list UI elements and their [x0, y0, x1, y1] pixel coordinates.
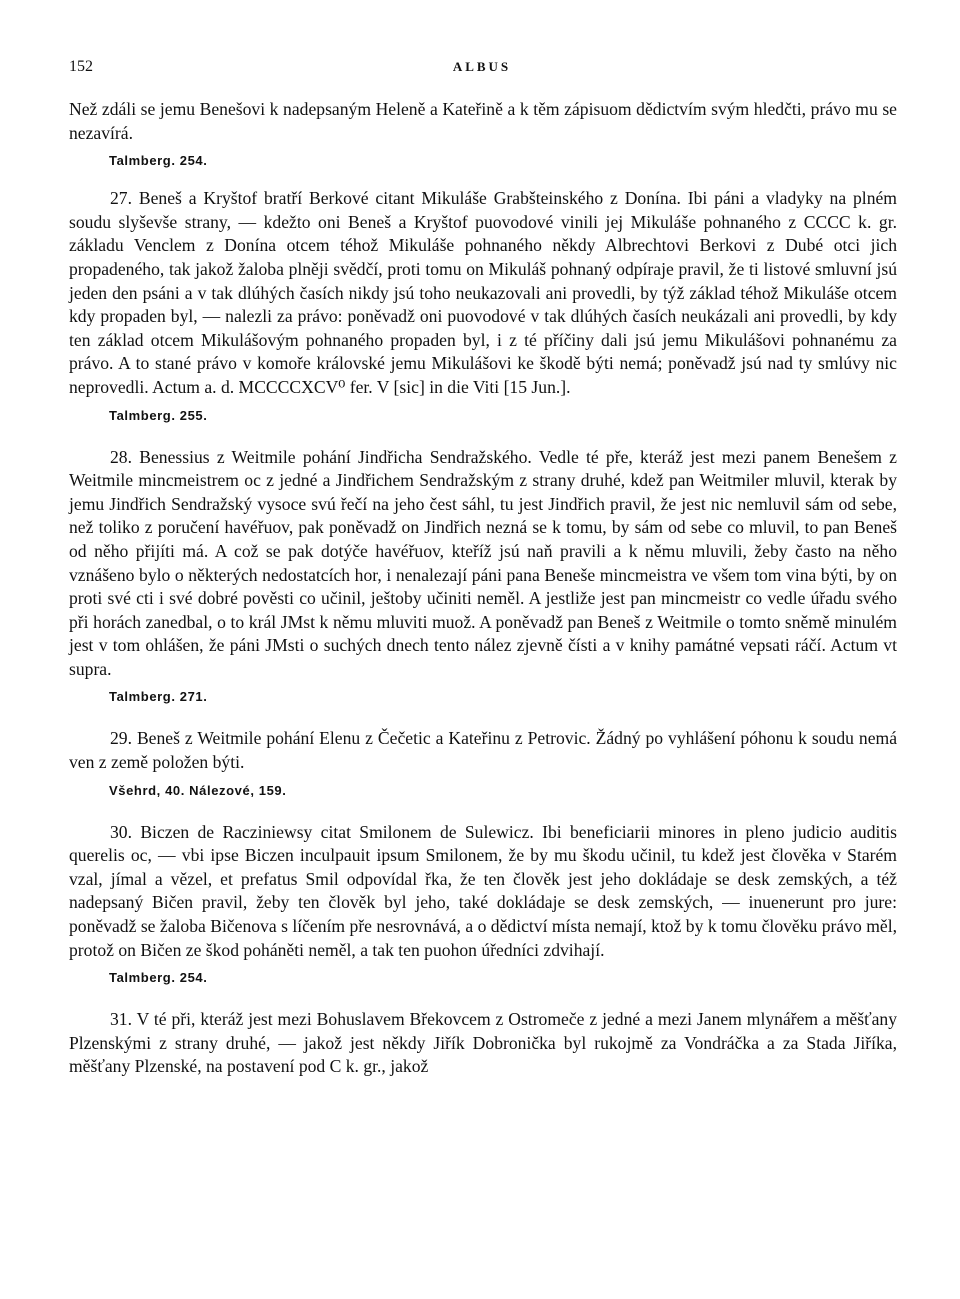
page-number: 152: [69, 58, 93, 75]
entry-28: 28. Benessius z Weitmile pohání Jindřicha Sendražského. Vedle té pře, kteráž jest mezi panem Benešem z Weitmile mincmeistrem oc z jedné a Jindřichem Sendražským z strany druhé, kdež pan Weitmiler mluvil, kterak by jemu Jindřich Sendražský vysoce svú řečí na jeho čest sáhl, tu jest Jindřich pravil, že jest nic nemluvil sám od sebe, než toliko z poručení havéřuov, pak poněvadž on Jindřich nezná se k tomu, by sám od sebe co mluvil, to pan Beneš od něho přijíti má. A což se pak dotýče havéřuov, kteříž jsú naň pravili a k němu mluvili, žeby často na něho vznášeno bylo o některých nedostatcích hor, i nenalezají páni pana Beneše mincmeistra ve všem tom vina býti, by on proti své cti i své dobré pověsti co učinil, ještoby učiniti neměl. A jestliže jest pan mincmeistr co vedle úřadu svého při horách zanedbal, o to král JMst k němu mluviti muož. A poněvadž pan Beneš z Weitmile o tomto sněmě minulém jest v tom ohlášen, že páni JMsti o suchých dnech tento nález zjevně čísti a v knihy památné vepsati ráčí. Actum vt supra.: [69, 446, 897, 679]
source-citation: Talmberg. 254.: [109, 970, 208, 986]
source-citation: Talmberg. 254.: [109, 153, 208, 169]
page-body: [69, 98, 897, 1079]
source-citation: Talmberg. 255.: [109, 407, 208, 423]
entry-31: 31. V té při, kteráž jest mezi Bohuslavem Břekovcem z Ostromeče z jedné a mezi Janem mlynářem a měšťany Plzenskými z strany druhé, — jakož jest někdy Jiřík Dobronička byl rukojmě za Vondráčka a za Stada Jiříka, měšťany Plzenské, na postavení pod C k. gr., jakož: [69, 1009, 897, 1077]
entry-30: 30. Biczen de Racziniewsy citat Smilonem de Sulewicz. Ibi beneficiarii minores in pleno judicio auditis querelis oc, — vbi ipse Biczen inculpauit ipsum Smilonem, že by mu škodu učinil, tu kdež jest člověka v Starém vzal, jímal a vězel, et prefatus Smil odpovídal řka, že ten člověk jest jeho dokládaje se desk zemských, a též nadepsaný Bičen pravil, žeby ten člověk byl jeho, také dokládaje se desk zemských, — inuenerunt pro jure: poněvadž se žaloba Bičenova s líčením pře nesrovnává, a o dědictví místa nemají, ktož by k tomu člověku právo měl, protož on Bičen ze škod poháněti neměl, a tak ten puohon úředníci zdvihají.: [69, 821, 897, 960]
source-citation: Všehrd, 40. Nálezové, 159.: [109, 782, 287, 798]
entry-29: 29. Beneš z Weitmile pohání Elenu z Čečetic a Kateřinu z Petrovic. Žádný po vyhlášení póhonu k soudu nemá ven z země položen býti.: [69, 728, 897, 773]
page-header: [69, 58, 895, 80]
source-citation: Talmberg. 271.: [109, 689, 208, 705]
running-title: ALBUS: [452, 59, 512, 74]
entry-27: 27. Beneš a Kryštof bratří Berkové citant Mikuláše Grabšteinského z Donína. Ibi páni a vladyky na plném soudu slyševše strany, — kdežto oni Beneš a Kryštof puovodové vinili jej Mikuláše pohnaného z CCCC k. gr. základu Venclem z Donína otcem téhož Mikuláše pohnaného někdy Albrechtovi Berkovi z Dubé otci jich propadeného, tak jakož žaloba plněji svědčí, proti tomu on Mikuláš pohnaný odpíraje pravil, že ti listové smluvní jsú jeden den psáni a v tak dlúhých časích nikdy jsú toho neukazovali ani provedli, by týž základ téhož Mikuláše otcem kdy propaden byl, — nalezli za právo: poněvadž oni puovodové v tak dlúhých časích neukázali ani provedli, by kdy ten základ otcem Mikulášovým pohnaného propaden byl, i z té příčiny dali jsú jemu Mikulášovi pohnanému za právo. A to stané právo v komoře královské jemu Mikulášovi ke škodě býti nemá; poněvadž jsú nad ty smlúvy nic neprovedli. Actum a. d. MCCCCXCV⁰ fer. V [sic] in die Viti [15 Jun.].: [69, 188, 897, 397]
intro-paragraph: Než zdáli se jemu Benešovi k nadepsaným Heleně a Kateřině a k těm zápisuom dědictvím svým hledčti, právo mu se nezavírá.: [69, 99, 897, 143]
